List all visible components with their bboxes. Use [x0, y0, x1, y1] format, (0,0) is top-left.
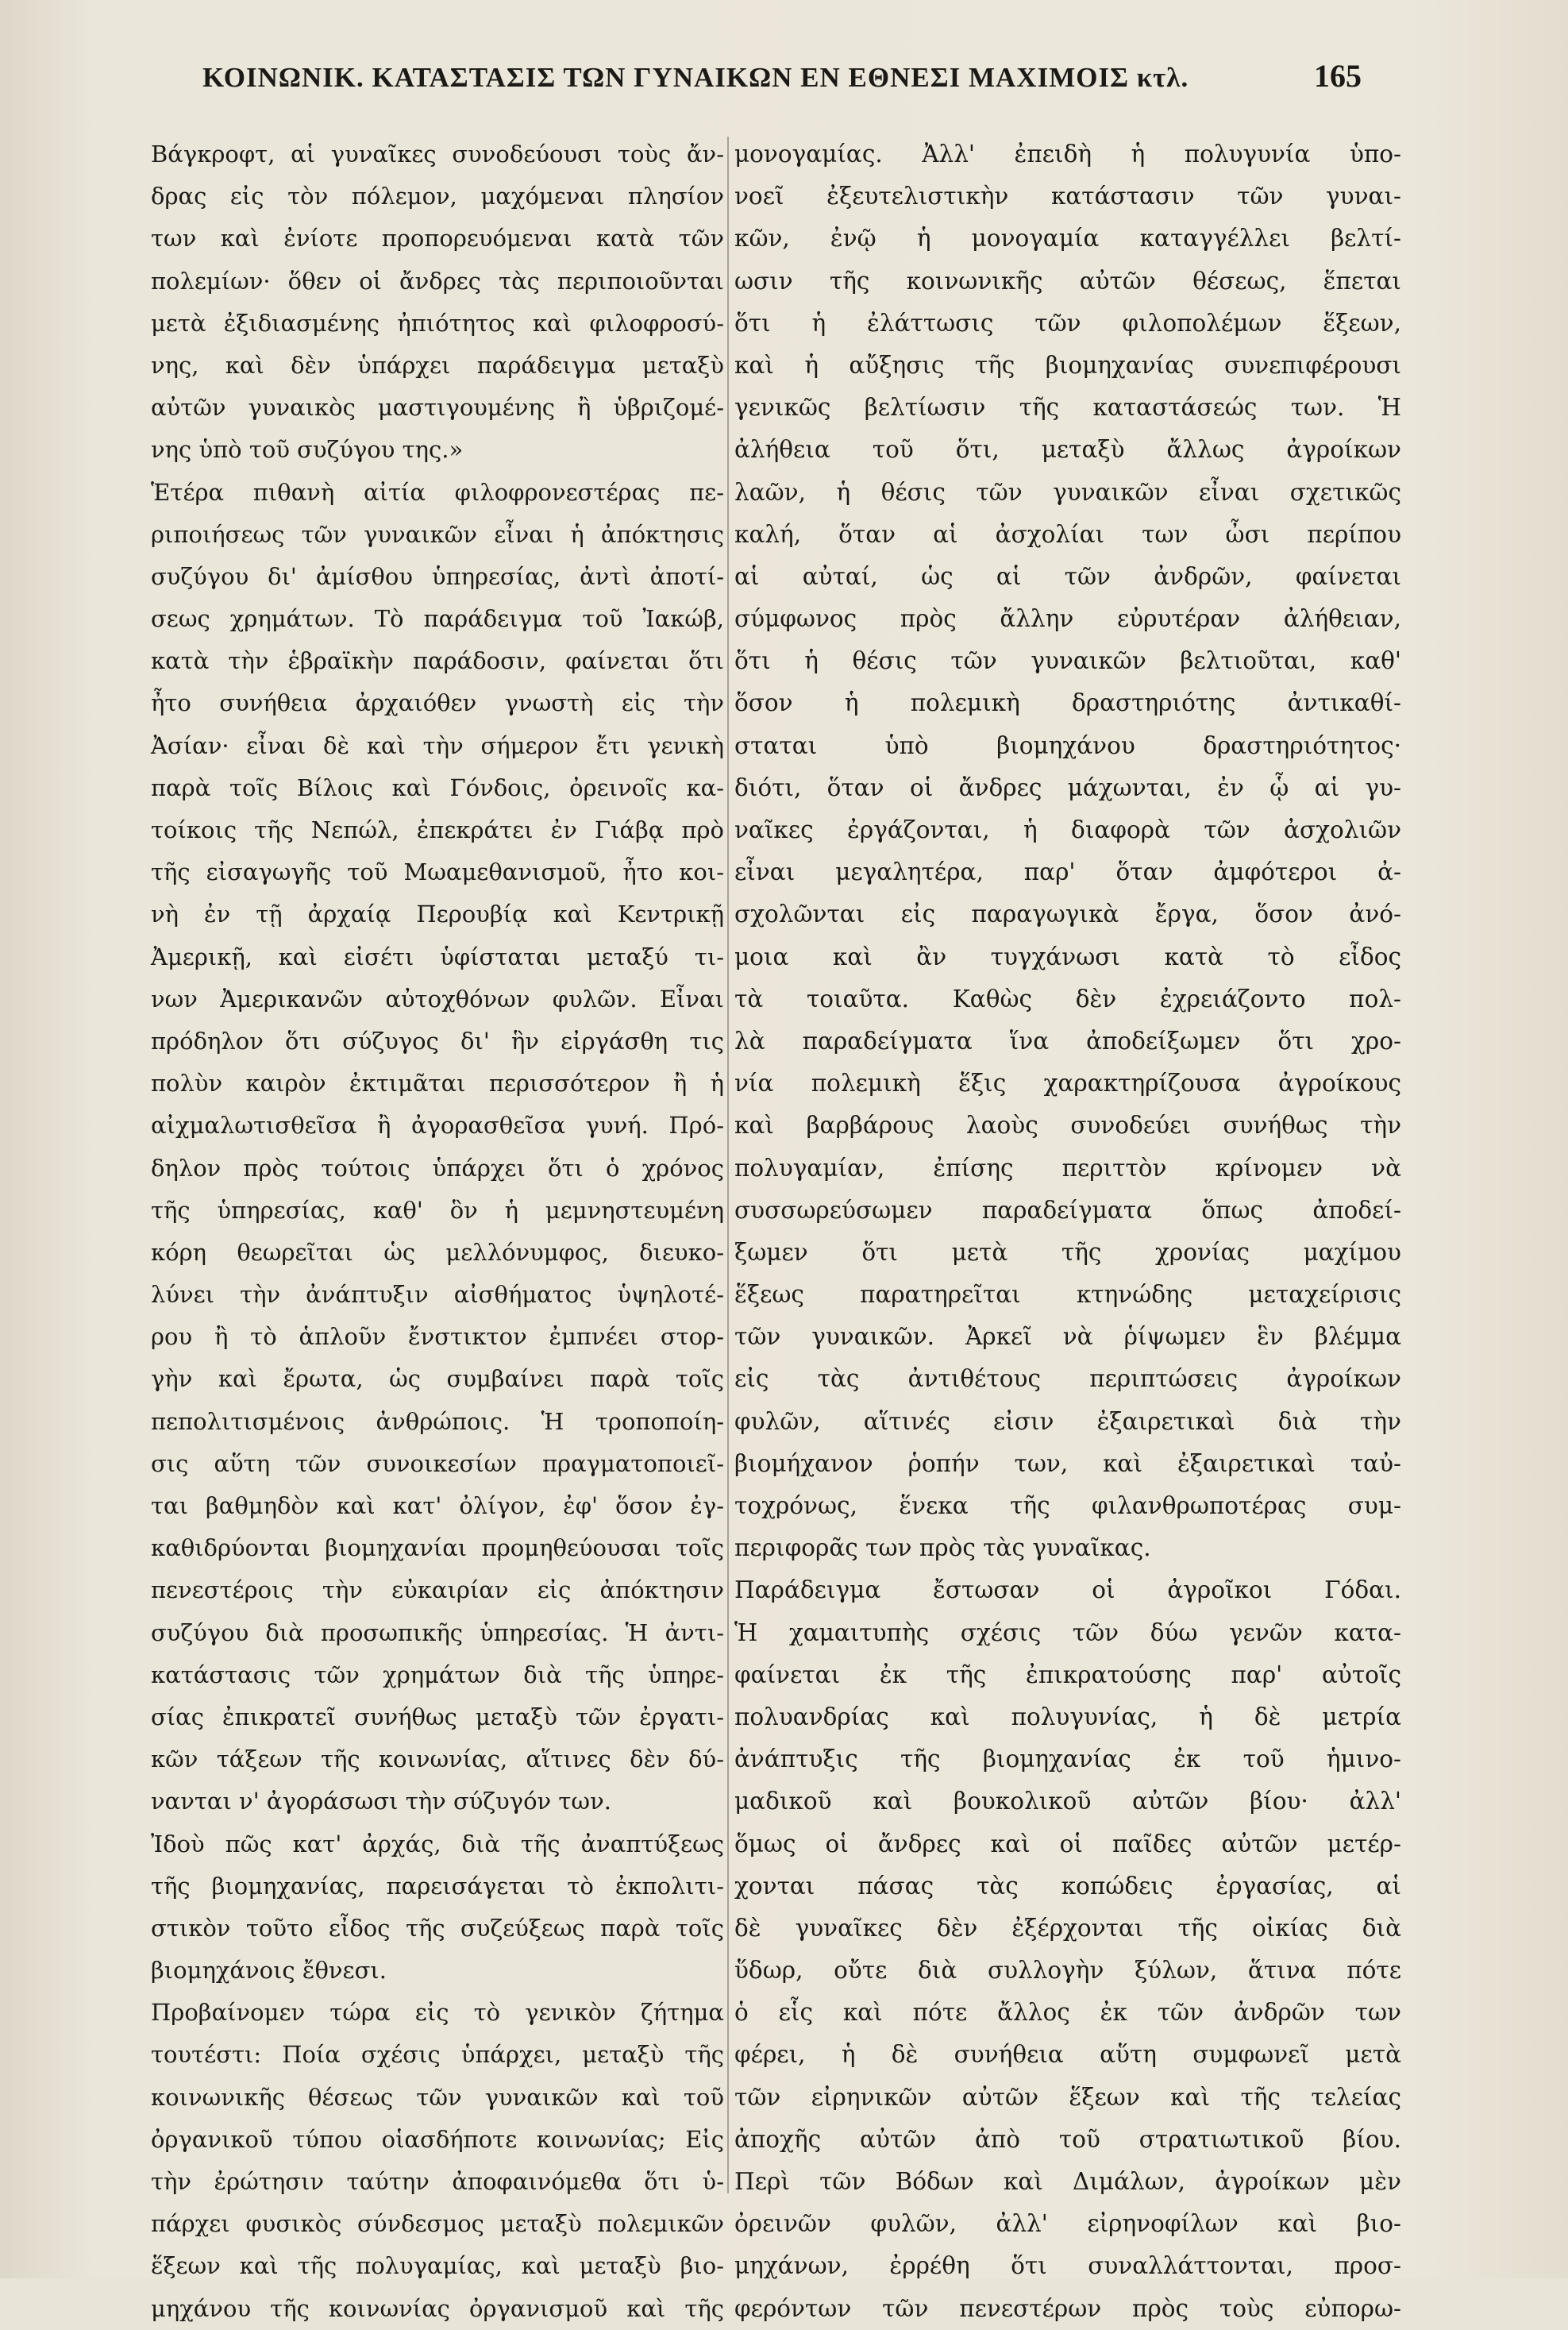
text-line: κατὰ τὴν ἑβραϊκὴν παράδοσιν, φαίνεται ὅτι [151, 647, 724, 675]
text-line: τοίκοις τῆς Νεπώλ, ἐπεκράτει ἐν Γιάβᾳ πρὸ [151, 816, 724, 843]
text-line: φερόντων τῶν πενεστέρων πρὸς τοὺς εὐπορω- [734, 2294, 1401, 2322]
text-line: τὴν ἐρώτησιν ταύτην ἀποφαινόμεθα ὅτι ὑ- [151, 2168, 724, 2195]
text-line: φαίνεται ἐκ τῆς ἐπικρατούσης παρ' αὐτοῖς [734, 1661, 1401, 1688]
text-line: νὴ ἐν τῇ ἀρχαίᾳ Περουβίᾳ καὶ Κεντρικῇ [151, 901, 724, 928]
text-line: πάρχει φυσικὸς σύνδεσμος μεταξὺ πολεμικῶν [151, 2210, 724, 2238]
text-line: βιομηχάνοις ἔθνεσι. [151, 1957, 387, 1985]
text-line: Παράδειγμα ἔστωσαν οἱ ἀγροῖκοι Γόδαι. [734, 1576, 1401, 1604]
text-line: μοια καὶ ἂν τυγχάνωσι κατὰ τὸ εἶδος [734, 943, 1401, 970]
text-line: παρὰ τοῖς Βίλοις καὶ Γόνδοις, ὀρεινοῖς κα- [151, 773, 724, 801]
text-line: Ἀμερικῇ, καὶ εἰσέτι ὑφίσταται μεταξύ τι- [151, 943, 724, 970]
text-line: χονται πάσας τὰς κοπώδεις ἐργασίας, αἱ [734, 1872, 1401, 1900]
text-line: τοχρόνως, ἕνεκα τῆς φιλανθρωποτέρας συμ- [734, 1492, 1401, 1519]
text-line: νων Ἀμερικανῶν αὐτοχθόνων φυλῶν. Εἶναι [151, 985, 724, 1013]
page-number: 165 [1314, 58, 1362, 94]
text-line: ὅμως οἱ ἄνδρες καὶ οἱ παῖδες αὐτῶν μετέρ- [734, 1830, 1401, 1857]
text-line: κῶν τάξεων τῆς κοινωνίας, αἵτινες δὲν δύ- [151, 1746, 724, 1773]
text-line: σις αὕτη τῶν συνοικεσίων πραγματοποιεῖ- [151, 1449, 724, 1477]
text-line: καὶ βαρβάρους λαοὺς συνοδεύει συνήθως τὴν [734, 1112, 1401, 1140]
text-line: πολὺν καιρὸν ἐκτιμᾶται περισσότερον ἢ ἡ [151, 1070, 724, 1097]
page-header [202, 54, 1362, 125]
text-line: Ἡ χαμαιτυπὴς σχέσις τῶν δύω γενῶν κατα- [734, 1618, 1401, 1646]
text-line: ριποιήσεως τῶν γυναικῶν εἶναι ἡ ἀπόκτησις [151, 520, 724, 548]
text-line: λὰ παραδείγματα ἵνα ἀποδείξωμεν ὅτι χρο- [734, 1027, 1401, 1055]
text-line: κοινωνικῆς θέσεως τῶν γυναικῶν καὶ τοῦ [151, 2083, 724, 2111]
text-line: αὐτῶν γυναικὸς μαστιγουμένης ἢ ὑβριζομέ- [151, 394, 724, 422]
text-line: κόρη θεωρεῖται ὡς μελλόνυμφος, διευκο- [151, 1238, 724, 1266]
text-line: ὁ εἷς καὶ πότε ἄλλος ἐκ τῶν ἀνδρῶν των [734, 1999, 1401, 2027]
right-column [734, 133, 1401, 2322]
text-line: συζύγου δι' ἀμίσθου ὑπηρεσίας, ἀντὶ ἀποτί- [151, 562, 724, 590]
text-line: ὕδωρ, οὔτε διὰ συλλογὴν ξύλων, ἅτινα πότε [734, 1957, 1401, 1985]
text-line: εἶναι μεγαλητέρα, παρ' ὅταν ἀμφότεροι ἀ- [734, 858, 1401, 886]
text-line: νανται ν' ἀγοράσωσι τὴν σύζυγόν των. [151, 1788, 611, 1815]
text-line: Περὶ τῶν Βόδων καὶ Διμάλων, ἀγροίκων μὲν [734, 2168, 1401, 2195]
text-line: ὀρεινῶν φυλῶν, ἀλλ' εἰρηνοφίλων καὶ βιο- [734, 2210, 1401, 2238]
text-line: μαδικοῦ καὶ βουκολικοῦ αὐτῶν βίου· ἀλλ' [734, 1788, 1401, 1815]
text-line: ἀλήθεια τοῦ ὅτι, μεταξὺ ἄλλως ἀγροίκων [734, 436, 1401, 464]
text-line: δηλον πρὸς τούτοις ὑπάρχει ὅτι ὁ χρόνος [151, 1154, 724, 1182]
text-line: ται βαθμηδὸν καὶ κατ' ὀλίγον, ἐφ' ὅσον ἐγ- [151, 1492, 724, 1519]
text-line: φυλῶν, αἵτινές εἰσιν ἐξαιρετικαὶ διὰ τὴν [734, 1407, 1401, 1435]
text-line: ὅτι ἡ θέσις τῶν γυναικῶν βελτιοῦται, καθ' [734, 647, 1401, 675]
text-line: συσσωρεύσωμεν παραδείγματα ὅπως ἀποδεί- [734, 1196, 1401, 1224]
text-line: περιφορᾶς των πρὸς τὰς γυναῖκας. [734, 1534, 1151, 1562]
text-line: ἀνάπτυξις τῆς βιομηχανίας ἐκ τοῦ ἡμινο- [734, 1746, 1401, 1773]
text-line: λαῶν, ἡ θέσις τῶν γυναικῶν εἶναι σχετικῶς [734, 478, 1401, 506]
running-title: ΚΟΙΝΩΝΙΚ. ΚΑΤΑΣΤΑΣΙΣ ΤΩΝ ΓΥΝΑΙΚΩΝ ΕΝ ΕΘΝΕΣΙ ΜΑΧΙΜΟΙΣ κτλ. [202, 62, 1189, 93]
text-line: μετὰ ἐξιδιασμένης ἠπιότητος καὶ φιλοφροσύ- [151, 309, 724, 337]
text-line: πεπολιτισμένοις ἀνθρώποις. Ἡ τροποποίη- [151, 1407, 724, 1435]
text-line: ρου ἢ τὸ ἁπλοῦν ἔνστικτον ἐμπνέει στορ- [151, 1323, 724, 1351]
text-line: καθιδρύονται βιομηχανίαι προμηθεύουσαι τοῖς [151, 1534, 724, 1562]
text-line: στικὸν τοῦτο εἶδος τῆς συζεύξεως παρὰ τοῖς [151, 1914, 724, 1942]
text-line: βιομήχανον ῥοπήν των, καὶ ἐξαιρετικαὶ ταὐ- [734, 1449, 1401, 1477]
text-line: τῆς ὑπηρεσίας, καθ' ὃν ἡ μεμνηστευμένη [151, 1196, 724, 1224]
text-line: τῆς βιομηχανίας, παρεισάγεται τὸ ἐκπολιτι- [151, 1872, 724, 1900]
text-line: δὲ γυναῖκες δὲν ἐξέρχονται τῆς οἰκίας διὰ [734, 1914, 1401, 1942]
text-line: συζύγου διὰ προσωπικῆς ὑπηρεσίας. Ἡ ἀντι- [151, 1618, 724, 1646]
text-line: γὴν καὶ ἔρωτα, ὡς συμβαίνει παρὰ τοῖς [151, 1365, 724, 1393]
text-line: κῶν, ἐνῷ ἡ μονογαμία καταγγέλλει βελτί- [734, 225, 1401, 253]
text-line: πενεστέροις τὴν εὐκαιρίαν εἰς ἀπόκτησιν [151, 1576, 724, 1604]
column-divider [727, 137, 729, 2193]
text-line: πολυγαμίαν, ἐπίσης περιττὸν κρίνομεν νὰ [734, 1154, 1401, 1182]
text-line: Ἀσίαν· εἶναι δὲ καὶ τὴν σήμερον ἔτι γενικὴ [151, 731, 724, 759]
text-line: καὶ ἡ αὔξησις τῆς βιομηχανίας συνεπιφέρουσι [734, 351, 1401, 379]
text-line: σεως χρημάτων. Τὸ παράδειγμα τοῦ Ἰακώβ, [151, 605, 724, 633]
text-line: σχολῶνται εἰς παραγωγικὰ ἔργα, ὅσον ἀνό- [734, 901, 1401, 928]
text-line: σταται ὑπὸ βιομηχάνου δραστηριότητος· [734, 731, 1401, 759]
text-line: ὅτι ἡ ἐλάττωσις τῶν φιλοπολέμων ἕξεων, [734, 309, 1401, 337]
text-line: Βάγκροφτ, αἱ γυναῖκες συνοδεύουσι τοὺς ἄν- [151, 141, 724, 168]
text-line: τὰ τοιαῦτα. Καθὼς δὲν ἐχρειάζοντο πολ- [734, 985, 1401, 1013]
text-line: τῶν εἰρηνικῶν αὐτῶν ἕξεων καὶ τῆς τελείας [734, 2083, 1401, 2111]
text-line: αἱ αὐταί, ὡς αἱ τῶν ἀνδρῶν, φαίνεται [734, 562, 1401, 590]
text-line: αἰχμαλωτισθεῖσα ἢ ἀγορασθεῖσα γυνή. Πρό- [151, 1112, 724, 1140]
text-line: ναῖκες ἐργάζονται, ἡ διαφορὰ τῶν ἀσχολιῶν [734, 816, 1401, 843]
text-line: καλή, ὅταν αἱ ἀσχολίαι των ὦσι περίπου [734, 520, 1401, 548]
text-line: πρόδηλον ὅτι σύζυγος δι' ἣν εἰργάσθη τις [151, 1027, 724, 1055]
text-line: κατάστασις τῶν χρημάτων διὰ τῆς ὑπηρε- [151, 1661, 724, 1688]
text-line: πολεμίων· ὅθεν οἱ ἄνδρες τὰς περιποιοῦνται [151, 267, 724, 295]
text-line: των καὶ ἐνίοτε προπορευόμεναι κατὰ τῶν [151, 225, 724, 253]
text-line: Ἑτέρα πιθανὴ αἰτία φιλοφρονεστέρας πε- [151, 478, 724, 506]
text-line: νοεῖ ἐξευτελιστικὴν κατάστασιν τῶν γυναι- [734, 183, 1401, 210]
text-line: νης ὑπὸ τοῦ συζύγου της.» [151, 436, 464, 464]
text-line: Ἰδοὺ πῶς κατ' ἀρχάς, διὰ τῆς ἀναπτύξεως [151, 1830, 724, 1857]
text-line: πολυανδρίας καὶ πολυγυνίας, ἡ δὲ μετρία [734, 1703, 1401, 1730]
text-line: νία πολεμικὴ ἕξις χαρακτηρίζουσα ἀγροίκους [734, 1070, 1401, 1097]
text-line: λύνει τὴν ἀνάπτυξιν αἰσθήματος ὑψηλοτέ- [151, 1281, 724, 1309]
text-line: δρας εἰς τὸν πόλεμον, μαχόμεναι πλησίον [151, 183, 724, 210]
text-line: τουτέστι: Ποία σχέσις ὑπάρχει, μεταξὺ τῆς [151, 2041, 724, 2069]
text-line: ὀργανικοῦ τύπου οἱασδήποτε κοινωνίας; Εἰς [151, 2125, 724, 2153]
text-line: ἕξεων καὶ τῆς πολυγαμίας, καὶ μεταξὺ βιο- [151, 2252, 724, 2280]
left-column [151, 133, 724, 2322]
text-line: μονογαμίας. Ἀλλ' ἐπειδὴ ἡ πολυγυνία ὑπο- [734, 141, 1401, 168]
text-line: εἰς τὰς ἀντιθέτους περιπτώσεις ἀγροίκων [734, 1365, 1401, 1393]
text-line: ὅσον ἡ πολεμικὴ δραστηριότης ἀντικαθί- [734, 689, 1401, 717]
text-line: γενικῶς βελτίωσιν τῆς καταστάσεώς των. Ἡ [734, 394, 1401, 422]
text-line: τῶν γυναικῶν. Ἀρκεῖ νὰ ῥίψωμεν ἓν βλέμμα [734, 1323, 1401, 1351]
text-line: ξωμεν ὅτι μετὰ τῆς χρονίας μαχίμου [734, 1238, 1401, 1266]
text-line: Προβαίνομεν τώρα εἰς τὸ γενικὸν ζήτημα [151, 1999, 724, 2027]
text-line: τῆς εἰσαγωγῆς τοῦ Μωαμεθανισμοῦ, ἦτο κοι- [151, 858, 724, 886]
text-line: νης, καὶ δὲν ὑπάρχει παράδειγμα μεταξὺ [151, 351, 724, 379]
text-line: ἀποχῆς αὐτῶν ἀπὸ τοῦ στρατιωτικοῦ βίου. [734, 2125, 1401, 2153]
text-line: σίας ἐπικρατεῖ συνήθως μεταξὺ τῶν ἐργατι- [151, 1703, 724, 1730]
text-line: σύμφωνος πρὸς ἄλλην εὐρυτέραν ἀλήθειαν, [734, 605, 1401, 633]
text-line: ἦτο συνήθεια ἀρχαιόθεν γνωστὴ εἰς τὴν [151, 689, 724, 717]
text-line: διότι, ὅταν οἱ ἄνδρες μάχωνται, ἐν ᾧ αἱ γυ- [734, 773, 1401, 801]
text-line: φέρει, ἡ δὲ συνήθεια αὕτη συμφωνεῖ μετὰ [734, 2041, 1401, 2069]
text-line: μηχάνου τῆς κοινωνίας ὀργανισμοῦ καὶ τῆς [151, 2294, 724, 2322]
text-line: μηχάνων, ἐρρέθη ὅτι συναλλάττονται, προσ- [734, 2252, 1401, 2280]
text-line: ἕξεως παρατηρεῖται κτηνώδης μεταχείρισις [734, 1281, 1401, 1309]
text-line: ωσιν τῆς κοινωνικῆς αὐτῶν θέσεως, ἕπεται [734, 267, 1401, 295]
